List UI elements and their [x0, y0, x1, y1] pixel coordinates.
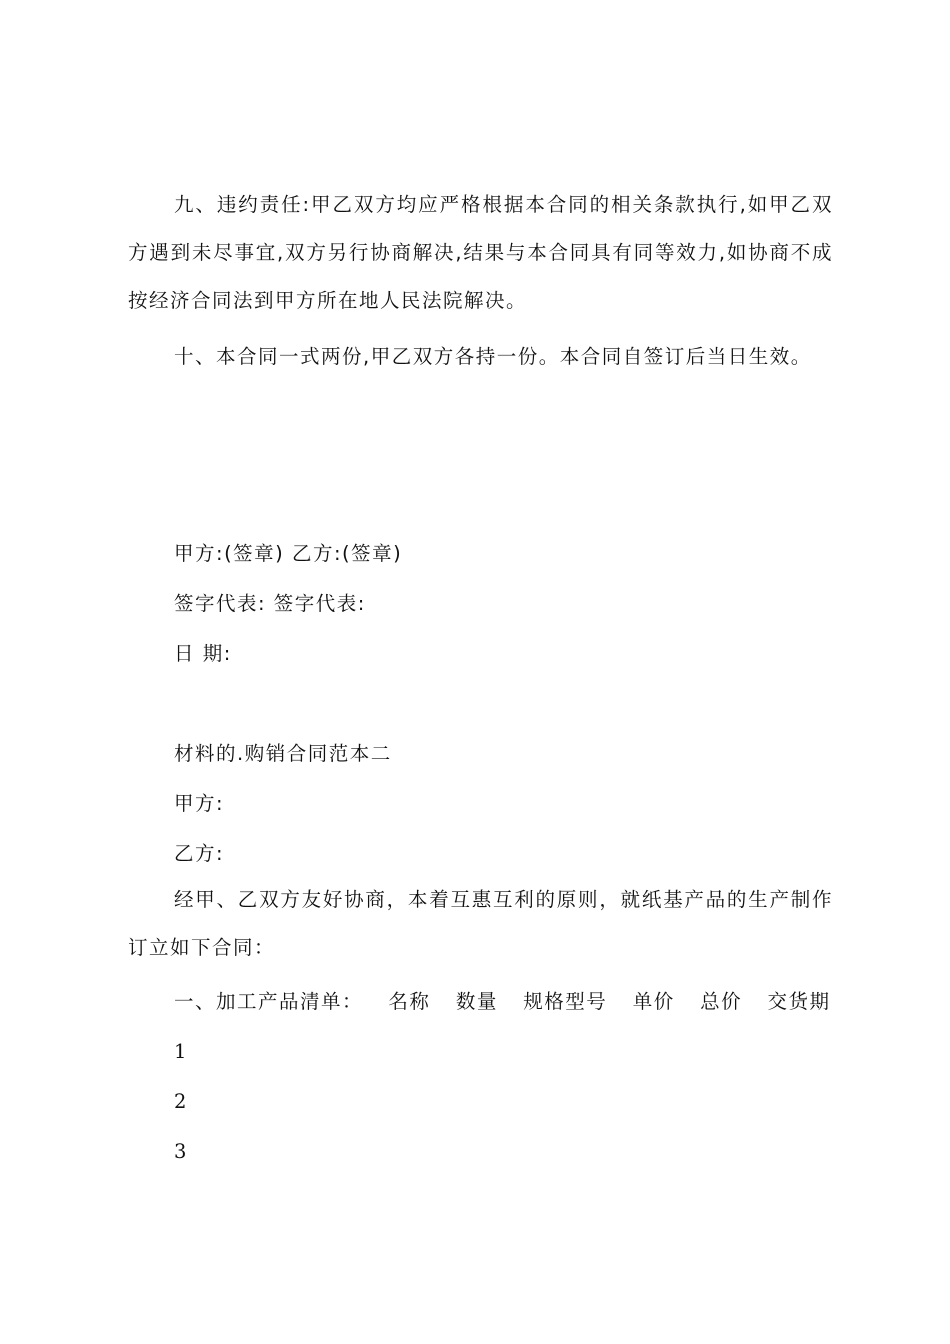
column-quantity: 数量: [455, 990, 498, 1013]
clause-9-breach-liability: 九、违约责任:甲乙双方均应严格根据本合同的相关条款执行,如甲乙双方遇到未尽事宜,双方另行协商解决,结果与本合同具有同等效力,如协商不成按经济合同法到甲方所在地人民法院解决。: [128, 193, 833, 312]
column-spec-model: 规格型号: [523, 990, 608, 1013]
second-contract-title: 材料的.购销合同范本二: [174, 742, 392, 765]
signature-parties: 甲方:(签章) 乙方:(签章): [174, 542, 403, 565]
table-row: 2: [174, 1090, 188, 1113]
party-a-label: 甲方:: [174, 792, 225, 815]
product-list-header: [174, 990, 831, 1014]
column-unit-price: 单价: [632, 990, 675, 1013]
party-b-label: 乙方:: [174, 842, 225, 865]
table-row: 1: [174, 1040, 188, 1063]
signature-representatives: 签字代表: 签字代表:: [174, 592, 366, 615]
clause-10-copies-effective: 十、本合同一式两份,甲乙双方各持一份。本合同自签订后当日生效。: [174, 345, 812, 368]
table-row: 3: [174, 1140, 188, 1163]
product-list-label: 一、加工产品清单：: [174, 990, 364, 1013]
column-total-price: 总价: [700, 990, 743, 1013]
column-name: 名称: [388, 990, 431, 1013]
contract-intro: 经甲、乙双方友好协商，本着互惠互利的原则，就纸基产品的生产制作订立如下合同：: [128, 888, 833, 959]
signature-date: 日 期:: [174, 642, 232, 665]
column-delivery-date: 交货期: [767, 990, 831, 1013]
